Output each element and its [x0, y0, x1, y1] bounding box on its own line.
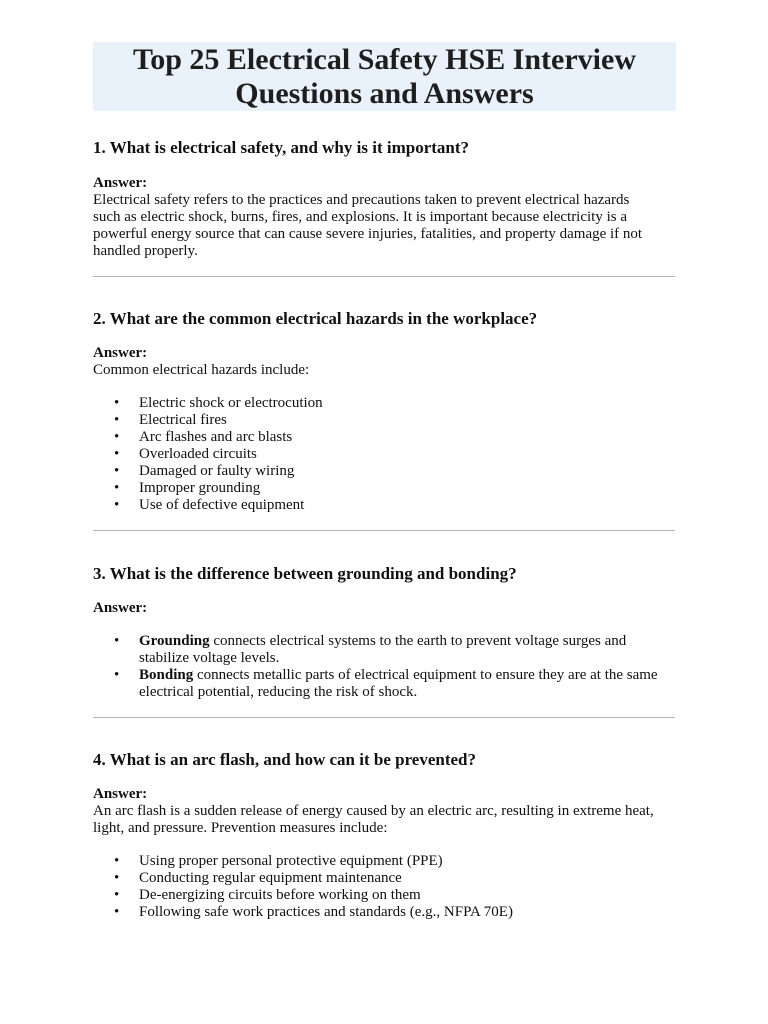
question-4-heading: 4. What is an arc flash, and how can it be prevented?: [93, 750, 477, 769]
title-line-2: Questions and Answers: [235, 77, 534, 110]
bullet-icon: •: [114, 395, 120, 411]
term-grounding: Grounding: [139, 633, 210, 649]
bullet-icon: •: [114, 412, 120, 428]
answer-text-line: such as electric shock, burns, fires, and explosions. It is important because electricity is a: [93, 209, 628, 225]
answer-label: Answer:: [93, 345, 148, 361]
question-1-heading: 1. What is electrical safety, and why is it important?: [93, 138, 470, 157]
answer-label: Answer:: [93, 600, 148, 616]
answer-label: Answer:: [93, 175, 148, 191]
bullet-icon: •: [114, 853, 120, 869]
question-3-heading: 3. What is the difference between grounding and bonding?: [93, 564, 517, 583]
document-title: [93, 42, 676, 111]
question-1-section: [93, 138, 678, 260]
list-item: • Using proper personal protective equipment (PPE): [114, 853, 443, 869]
list-item: • Damaged or faulty wiring: [114, 463, 295, 479]
list-item: • Overloaded circuits: [114, 446, 257, 462]
list-item: • Conducting regular equipment maintenance: [114, 870, 402, 886]
question-2-section: [93, 309, 678, 514]
bullet-icon: •: [114, 497, 120, 513]
bullet-icon: •: [114, 446, 120, 462]
bullet-icon: •: [114, 463, 120, 479]
answer-intro: Common electrical hazards include:: [93, 362, 310, 378]
section-divider: [93, 717, 675, 718]
list-item: • Electrical fires: [114, 412, 227, 428]
question-4-section: [93, 750, 678, 921]
title-line-1: Top 25 Electrical Safety HSE Interview: [132, 43, 636, 76]
bullet-icon: •: [114, 480, 120, 496]
section-divider: [93, 276, 675, 277]
list-item: • Improper grounding: [114, 480, 261, 496]
answer-label: Answer:: [93, 786, 148, 802]
list-item: • Use of defective equipment: [114, 497, 305, 513]
bullet-icon: •: [114, 429, 120, 445]
bullet-icon: •: [114, 633, 120, 649]
bullet-icon: •: [114, 887, 120, 903]
question-3-section: [93, 564, 678, 701]
list-item: • Following safe work practices and standards (e.g., NFPA 70E): [114, 904, 513, 920]
answer-text-line: light, and pressure. Prevention measures include:: [93, 820, 388, 836]
arc-flash-prevention-list: [93, 853, 678, 921]
question-2-heading: 2. What are the common electrical hazards in the workplace?: [93, 309, 538, 328]
bullet-icon: •: [114, 904, 120, 920]
list-item: • Bonding connects metallic parts of electrical equipment to ensure they are at the same electrical potential, reducing the risk of shock.: [114, 667, 658, 700]
hazards-list: [93, 395, 678, 514]
list-item: • Electric shock or electrocution: [114, 395, 323, 411]
answer-text-line: powerful energy source that can cause severe injuries, fatalities, and property damage if not: [93, 226, 643, 242]
term-bonding: Bonding: [139, 667, 194, 683]
answer-text-line: An arc flash is a sudden release of energy caused by an electric arc, resulting in extreme heat,: [93, 803, 654, 819]
bullet-icon: •: [114, 870, 120, 886]
list-item: • De-energizing circuits before working on them: [114, 887, 421, 903]
answer-text-line: Electrical safety refers to the practices and precautions taken to prevent electrical hazards: [93, 192, 630, 208]
section-divider: [93, 530, 675, 531]
list-item: • Grounding connects electrical systems to the earth to prevent voltage surges and stabilize voltage levels.: [114, 633, 627, 666]
grounding-bonding-list: [93, 633, 678, 701]
bullet-icon: •: [114, 667, 120, 683]
list-item: • Arc flashes and arc blasts: [114, 429, 293, 445]
answer-text-line: handled properly.: [93, 243, 198, 259]
